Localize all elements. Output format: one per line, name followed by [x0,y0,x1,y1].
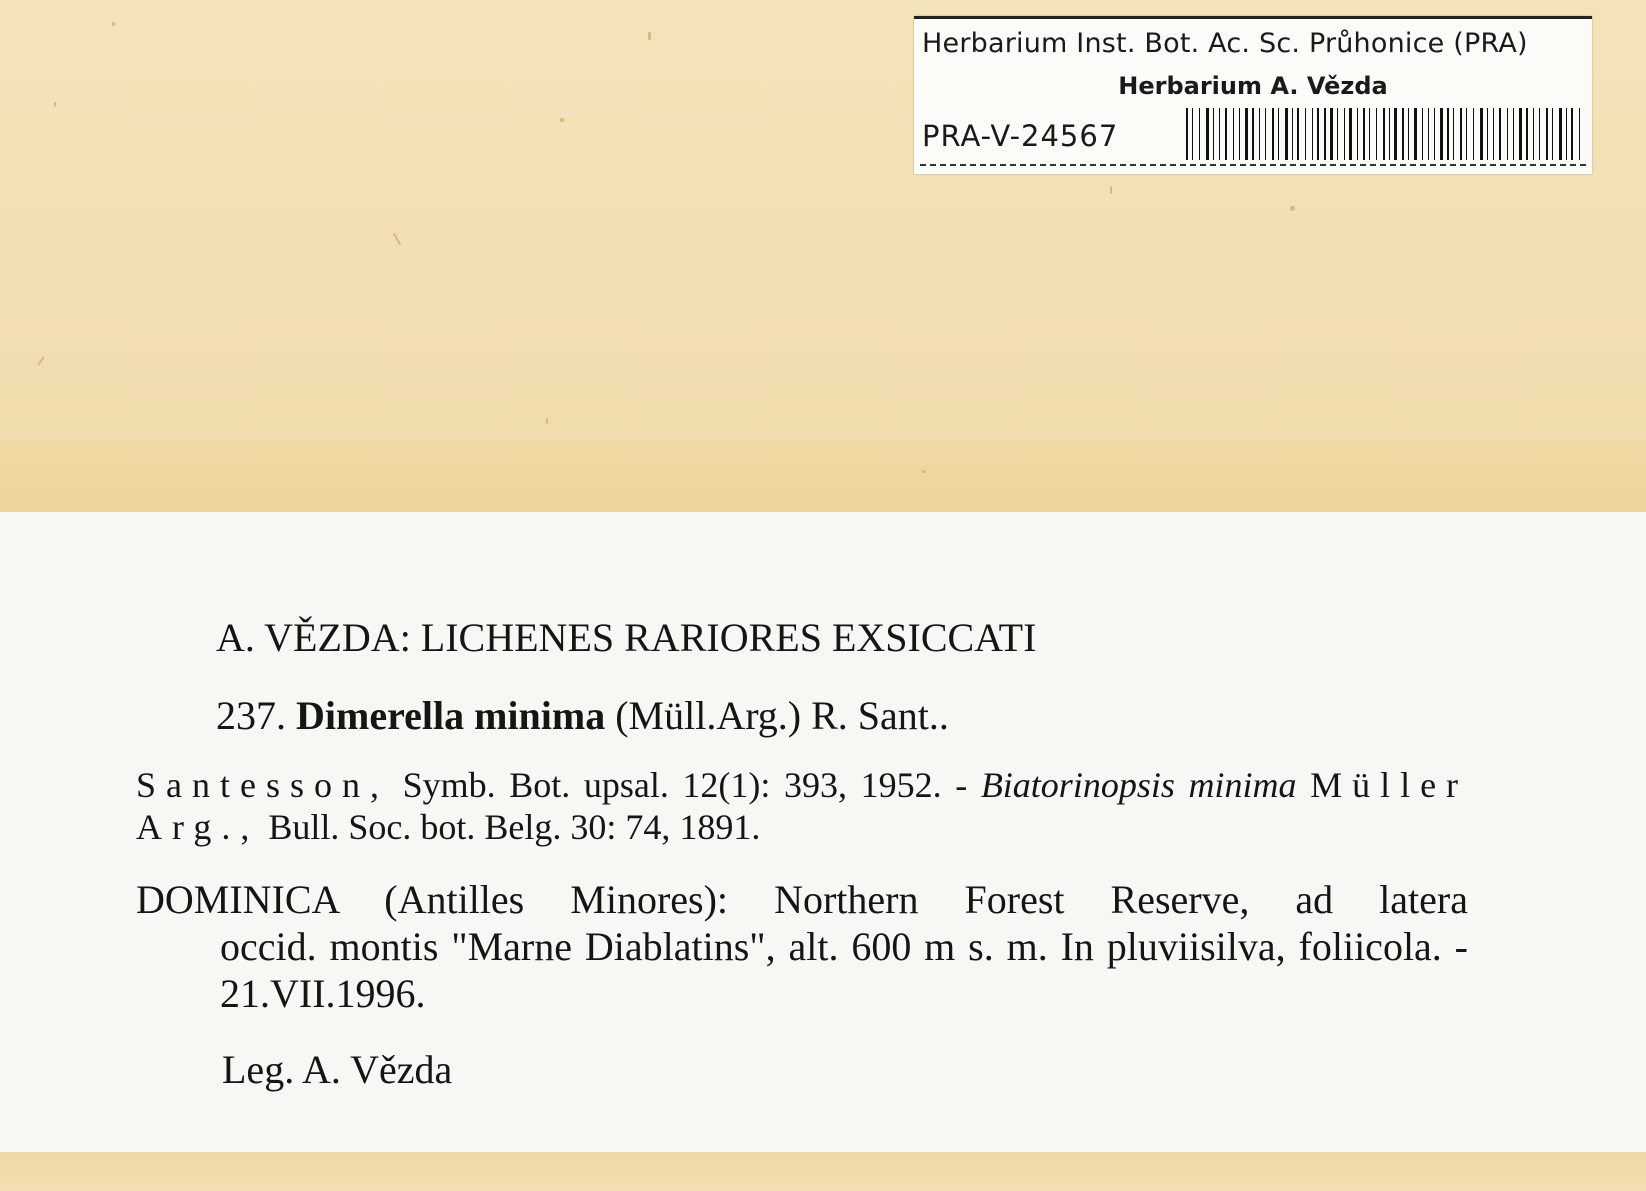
locality-text [136,876,1468,1017]
collection-name: Herbarium A. Vězda [1118,72,1388,100]
literature-reference [136,764,1468,848]
species-line [216,692,949,739]
literature-ref-2: Bull. Soc. bot. Belg. 30: 74, 1891. [268,807,761,847]
collector: Leg. A. Vězda [222,1047,453,1092]
series-title: A. VĚZDA: LICHENES RARIORES EXSICCATI [216,615,1037,660]
basionym-name: Biatorinopsis minima [980,765,1297,805]
barcode-icon [1184,108,1582,170]
institution-name: Herbarium Inst. Bot. Ac. Sc. Průhonice (PRA) [922,28,1528,59]
species-authority: (Müll.Arg.) R. Sant.. [615,693,949,738]
accession-number: PRA-V-24567 [922,119,1119,153]
sticker-cut-line [920,164,1586,166]
locality-first-line: DOMINICA (Antilles Minores): Northern Forest Reserve, ad latera [136,877,1468,922]
literature-author-1: Santesson, [136,765,389,805]
locality-continuation: occid. montis "Marne Diablatins", alt. 600 m s. m. In pluviisilva, foliicola. - 21.VII.1996. [220,924,1468,1016]
envelope-fold [0,440,1646,514]
herbarium-sticker [914,16,1592,174]
sticker-top-rule [914,16,1592,19]
species-name: Dimerella minima [296,693,606,738]
literature-ref-1: Symb. Bot. upsal. 12(1): 393, 1952. - [402,765,968,805]
exsiccata-number: 237. [216,693,286,738]
envelope-bottom-strip [0,1152,1646,1191]
literature-author-2: Müller Arg., [136,765,1469,847]
